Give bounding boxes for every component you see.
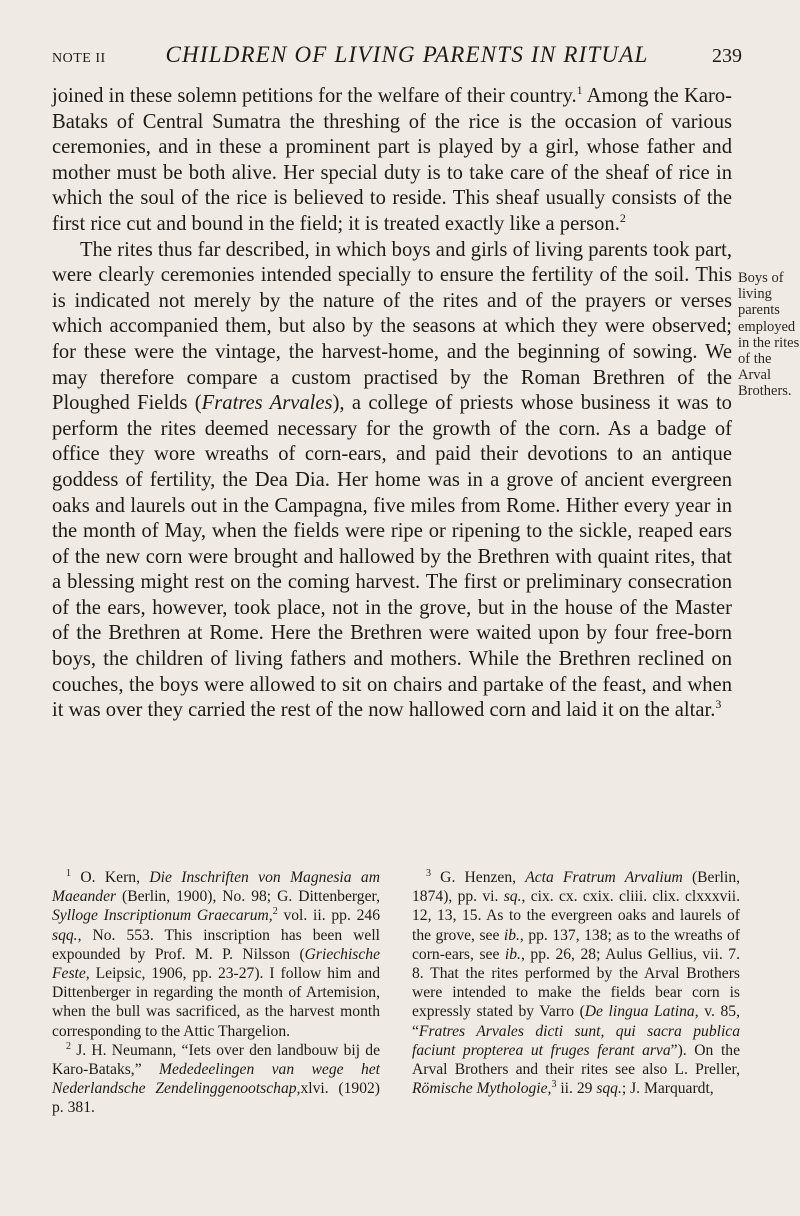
margin-note: Boys of living parents employed in the rites of the Arval Brothers. xyxy=(738,270,800,400)
footnote-3: $^3$ G. Henzen, Acta Fratrum Arvalium (Berlin, 1874), pp. vi. sq., cix. cx. cxix. cliii. clix. clxxxvii. 12, 13, 15. As to the evergreen oaks and laurels of the grove, see ib., pp. 137, 138; as to the wreaths of corn-ears, see ib., pp. 26, 28; Aulus Gellius, vii. 7. 8. That the rites performed by the Arval Brothers were intended to make the fields bear corn is expressly stated by Varro (De lingua Latina, v. 85, “Fratres Arvales dicti sunt, qui sacra publica faciunt propterea ut fruges ferant arva”). On the Arval Brothers and their rites see also L. Preller, Römische Mythologie,$^3$ ii. 29 sqq.; J. Marquardt, xyxy=(412,867,741,1098)
running-header xyxy=(52,42,742,72)
page-number: 239 xyxy=(712,45,742,67)
footnote-ref: 3 xyxy=(715,697,722,712)
paragraph: joined in these solemn petitions for the welfare of their country.$^1$ Among the Karo-Bataks of Central Sumatra the threshing of the rice is the occasion of various ceremonies, and in these a prominent part is played by a girl, whose father and mother must be both alive. Her special duty is to take care of the sheaf of rice in which the soul of the rice is believed to reside. This sheaf usually consists of the first rice cut and bound in the field; it is treated exactly like a person.$^2$ xyxy=(52,83,732,235)
main-text xyxy=(52,84,732,724)
paragraph: The rites thus far described, in which boys and girls of living parents took part, were clearly ceremonies intended specially to ensure the fertility of the soil. This is indicated not merely by the nature of the rites and of the prayers or verses which accompanied them, but also by the seasons at which they were observed; for these were the vintage, the harvest-home, and the beginning of sowing. We may therefore compare a custom practised by the Roman Brethren of the Ploughed Fields (Fratres Arvales), a college of priests whose business it was to perform the rites deemed necessary for the growth of the corn. As a badge of office they wore wreaths of corn-ears, and paid their devotions to an antique goddess of fertility, the Dea Dia. Her home was in a grove of ancient evergreen oaks and laurels out in the Campagna, five miles from Rome. Hither every year in the month of May, when the fields were ripe or ripening to the sickle, reaped ears of the new corn were brought and hallowed by the Brethren with quaint rites, that a blessing might rest on the coming harvest. The first or preliminary consecration of the ears, however, took place, not in the grove, but in the house of the Master of the Brethren at Rome. Here the Brethren were waited upon by four free-born boys, the children of living fathers and mothers. While the Brethren reclined on couches, the boys were allowed to sit on chairs and partake of the feast, and when it was over they carried the rest of the now hallowed corn and laid it on the altar.$^3$ xyxy=(52,238,732,722)
footnote-ref: 1 xyxy=(576,83,583,98)
footnotes xyxy=(52,868,740,1118)
footnote-ref: 2 xyxy=(619,211,626,226)
footnote-2: $^2$ J. H. Neumann, “Iets over den landbouw bij de Karo-Bataks,” Mededeelingen van wege het Nederlandsche Zendelinggenootschap,xlvi. (1902) p. 381. xyxy=(52,1040,381,1117)
footnote-1: $^1$ O. Kern, Die Inschriften von Magnesia am Maeander (Berlin, 1900), No. 98; G. Dittenberger, Sylloge Inscriptionum Graecarum,$^2$ vol. ii. pp. 246 sqq., No. 553. This inscription has been well expounded by Prof. M. P. Nilsson (Griechische Feste, Leipsic, 1906, pp. 23-27). I follow him and Dittenberger in regarding the month of Artemision, when the bull was sacrificed, as the harvest month corresponding to the Attic Thargelion. xyxy=(52,867,380,1040)
note-label: NOTE II xyxy=(52,51,106,66)
footnote-column-left xyxy=(52,868,380,1118)
running-title: CHILDREN OF LIVING PARENTS IN RITUAL xyxy=(165,42,649,67)
footnote-column-right xyxy=(412,868,740,1118)
